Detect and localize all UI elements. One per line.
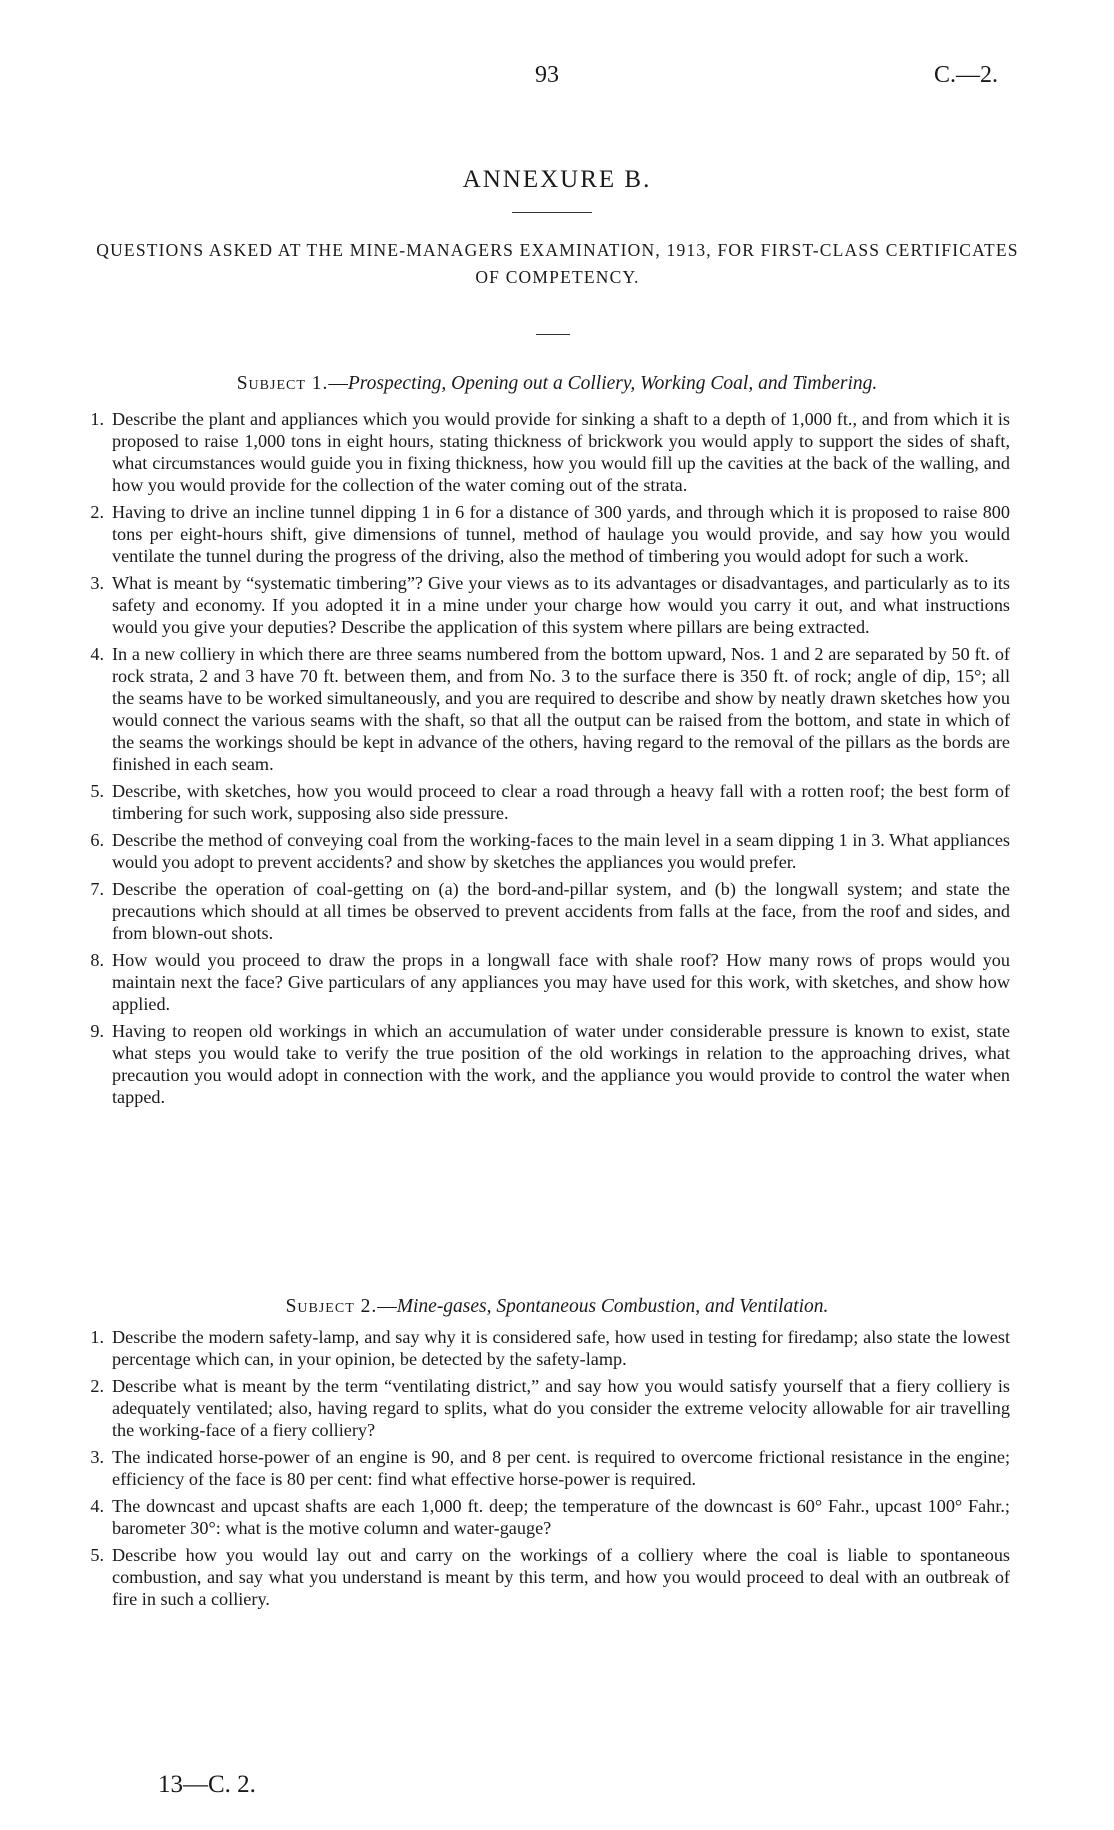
question-item [80,1326,1010,1370]
question-number: 2. [90,1376,104,1396]
question-number: 3. [90,1447,104,1467]
printer-signature: 13—C. 2. [158,1771,256,1798]
document-code: C.—2. [933,62,998,88]
question-number: 8. [90,950,104,970]
subject-title: Mine-gases, Spontaneous Combustion, and Ventilation. [396,1296,829,1317]
question-text: Describe the modern safety-lamp, and say why it is considered safe, how used in testing for firedamp; also state the lowest percentage which can, in your opinion, be detected by the safety-lamp. [112,1327,1010,1369]
exam-title: QUESTIONS ASKED AT THE MINE-MANAGERS EXAMINATION, 1913, FOR FIRST-CLASS CERTIFICATES OF COMPETENCY. [96,240,1019,287]
question-list-subject-2 [80,1326,1010,1615]
subject-heading-2: Subject 2.—Mine-gases, Spontaneous Combustion, and Ventilation. [285,1296,829,1317]
subject-heading-1: Subject 1.—Prospecting, Opening out a Colliery, Working Coal, and Timbering. [236,373,878,394]
question-text: The indicated horse-power of an engine is 90, and 8 per cent. is required to overcome frictional resistance in the engine; efficiency of the face is 80 per cent: find what effective horse-power is required. [112,1447,1010,1489]
question-number: 4. [90,1496,104,1516]
question-item [80,1495,1010,1539]
question-item [80,643,1010,775]
question-text: Having to reopen old workings in which an accumulation of water under considerable pressure is known to exist, state what steps you would take to verify the true position of the old workings in relation to the approaching drives, what precaution you would adopt in connection with the work, and the appliance you would provide to control the water when tapped. [112,1021,1010,1107]
question-text: Describe the plant and appliances which you would provide for sinking a shaft to a depth of 1,000 ft., and from which it is proposed to raise 1,000 tons in eight hours, stating thickness of brickwork you would apply to support the sides of shaft, what circumstances would guide you in fixing thickness, how you would fill up the cavities at the back of the walling, and how you would provide for the collection of the water coming out of the strata. [112,409,1010,495]
question-number: 7. [90,879,104,899]
question-text: Describe the method of conveying coal from the working-faces to the main level in a seam dipping 1 in 3. What appliances would you adopt to prevent accidents? and show by sketches the appliances you would prefer. [112,830,1010,872]
question-number: 1. [90,1327,104,1347]
question-text: The downcast and upcast shafts are each 1,000 ft. deep; the temperature of the downcast is 60° Fahr., upcast 100° Fahr.; barometer 30°: what is the motive column and water-gauge? [112,1496,1010,1538]
question-text: Having to drive an incline tunnel dipping 1 in 6 for a distance of 300 yards, and through which it is proposed to raise 800 tons per eight-hours shift, give dimensions of tunnel, method of haulage you would provide, and say how you would ventilate the tunnel during the progress of the driving, also the method of timbering you would adopt for such a work. [112,502,1010,566]
question-text: What is meant by “systematic timbering”? Give your views as to its advantages or disadvantages, and particularly as to its safety and economy. If you adopted it in a mine under your charge how would you carry it out, and what instructions would you give your deputies? Describe the application of this system where pillars are being extracted. [112,573,1010,637]
page-header [0,62,1114,94]
question-text: In a new colliery in which there are three seams numbered from the bottom upward, Nos. 1 and 2 are separated by 50 ft. of rock strata, 2 and 3 have 70 ft. between them, and from No. 3 to the surface there is 350 ft. of rock; angle of dip, 15°; all the seams have to be worked simultaneously, and you are required to describe and show by neatly drawn sketches how you would connect the various seams with the shaft, so that all the output can be raised from the bottom, and state in which of the seams the workings should be kept in advance of the others, having regard to the removal of the pillars as the bords are finished in each seam. [112,644,1010,774]
question-item [80,501,1010,567]
question-item [80,1375,1010,1441]
section-divider [536,334,570,335]
question-item [80,1544,1010,1610]
page-number: 93 [535,62,559,88]
question-number: 2. [90,502,104,522]
question-number: 9. [90,1021,104,1041]
question-item [80,829,1010,873]
question-item [80,1446,1010,1490]
question-item [80,780,1010,824]
question-item [80,572,1010,638]
question-number: 6. [90,830,104,850]
annexure-title: ANNEXURE B. [462,166,652,193]
question-text: How would you proceed to draw the props in a longwall face with shale roof? How many rows of props would you maintain next the face? Give particulars of any appliances you may have used for this work, with sketches, and show how applied. [112,950,1010,1014]
question-text: Describe the operation of coal-getting on (a) the bord-and-pillar system, and (b) the longwall system; and state the precautions which should at all times be observed to prevent accidents from falls at the face, from the roof and sides, and from blown-out shots. [112,879,1010,943]
question-number: 5. [90,781,104,801]
question-list-subject-1 [80,408,1010,1113]
subject-title: Prospecting, Opening out a Colliery, Working Coal, and Timbering. [347,373,878,394]
question-number: 3. [90,573,104,593]
question-item [80,949,1010,1015]
question-number: 4. [90,644,104,664]
question-text: Describe, with sketches, how you would proceed to clear a road through a heavy fall with a rotten roof; the best form of timbering for such work, supposing also side pressure. [112,781,1010,823]
question-text: Describe how you would lay out and carry on the workings of a colliery where the coal is liable to spontaneous combustion, and say what you understand is meant by this term, and how you would proceed to deal with an outbreak of fire in such a colliery. [112,1545,1010,1609]
question-item [80,878,1010,944]
subject-label: Subject 2. [285,1296,378,1317]
title-divider [512,212,592,213]
question-number: 5. [90,1545,104,1565]
question-item [80,408,1010,496]
subject-label: Subject 1. [236,373,329,394]
question-item [80,1020,1010,1108]
question-number: 1. [90,409,104,429]
question-text: Describe what is meant by the term “ventilating district,” and say how you would satisfy yourself that a fiery colliery is adequately ventilated; also, having regard to splits, what do you consider the extreme velocity allowable for air travelling the working-face of a fiery colliery? [112,1376,1010,1440]
